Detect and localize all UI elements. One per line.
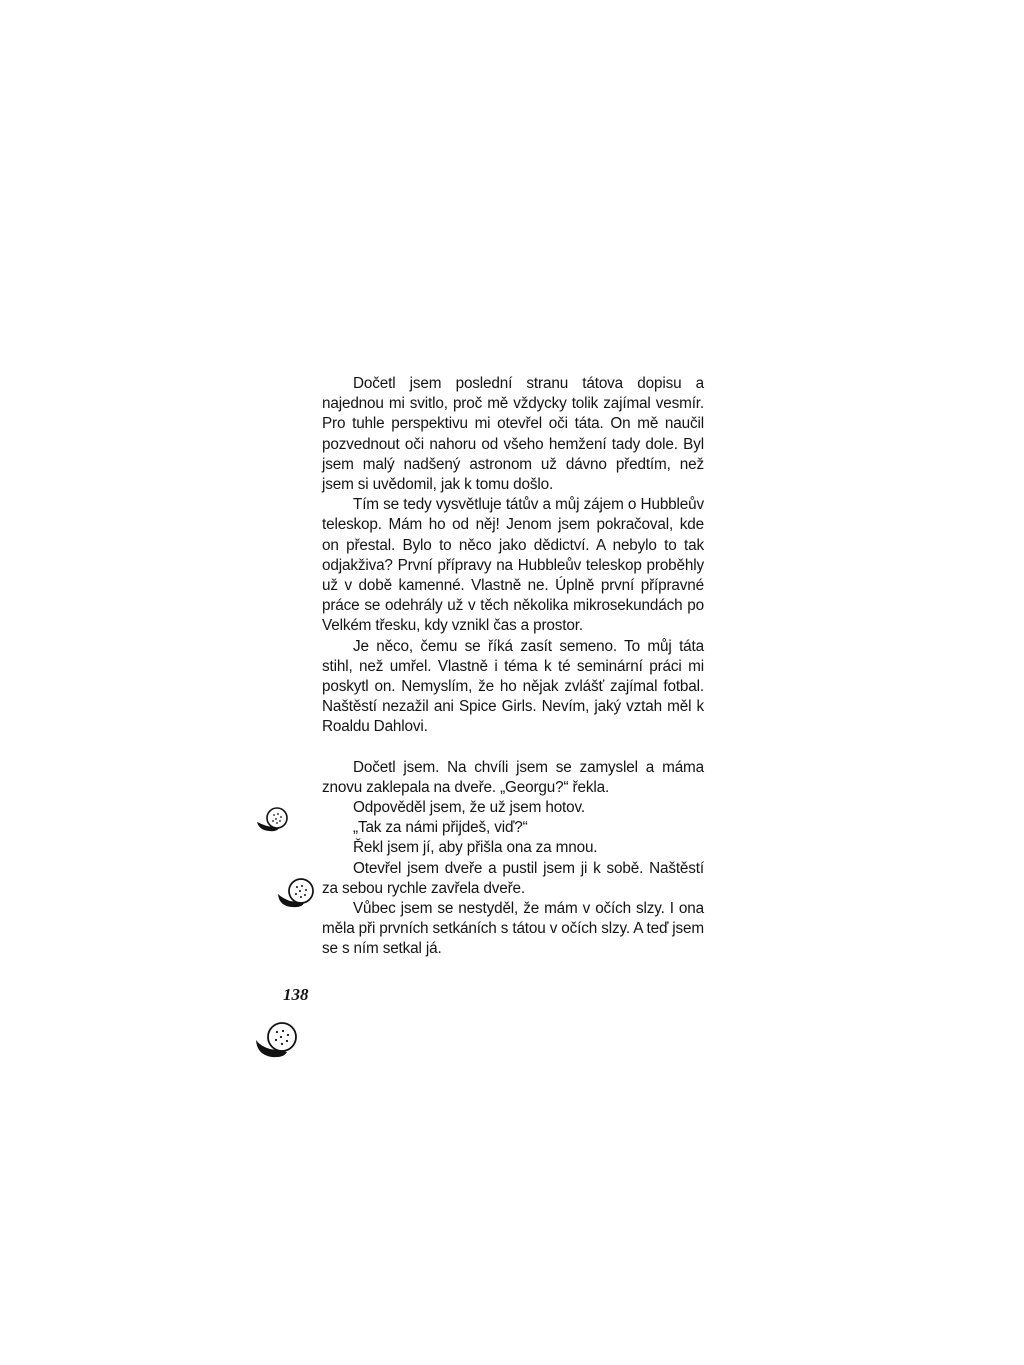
paragraph: Dočetl jsem. Na chvíli jsem se zamyslel a máma znovu zaklepala na dveře. „Georgu?“ řekla.: [322, 758, 704, 796]
football-icon: [276, 876, 316, 910]
paragraph: Tím se tedy vysvětluje tátův a můj zájem o Hubbleův teleskop. Mám ho od něj! Jenom jsem pokračoval, kde on přestal. Bylo to něco jako dědictví. A nebylo to tak odjakživa? První přípravy na Hubbleův teleskop proběhly už v době kamenné. Vlastně ne. Úplně první přípravné práce se odehrály už v těch několika mikrosekundách po Velkém třesku, kdy vznikl čas a prostor.: [322, 496, 704, 635]
football-icon: [255, 804, 289, 834]
main-text: [322, 374, 704, 960]
page-number: 138: [283, 985, 309, 1004]
paragraph: Vůbec jsem se nestyděl, že mám v očích slzy. I ona měla při prvních setkáních s tátou v očích slzy. A teď jsem se s ním setkal já.: [322, 900, 705, 958]
football-icon: [254, 1020, 298, 1060]
paragraph: Dočetl jsem poslední stranu tátova dopisu a najednou mi svitlo, proč mě vždycky tolik zajímal vesmír. Pro tuhle perspektivu mi otevřel oči táta. On mě naučil pozvednout oči nahoru od všeho hemžení tady dole. Byl jsem malý nadšený astronom už dávno předtím, než jsem si uvědomil, jak k tomu došlo.: [322, 375, 704, 494]
section-break: [322, 738, 704, 758]
paragraph: Otevřel jsem dveře a pustil jsem ji k sobě. Naštěstí za sebou rychle zavřela dveře.: [322, 859, 704, 897]
paragraph: „Tak za námi přijdeš, viď?“: [353, 819, 528, 837]
paragraph: Řekl jsem jí, aby přišla ona za mnou.: [353, 839, 598, 857]
paragraph: Je něco, čemu se říká zasít semeno. To můj táta stihl, než umřel. Vlastně i téma k té seminární práci mi poskytl on. Nemyslím, že ho nějak zvlášť zajímal fotbal. Naštěstí nezažil ani Spice Girls. Nevím, jaký vztah měl k Roaldu Dahlovi.: [322, 637, 704, 736]
paragraph: Odpověděl jsem, že už jsem hotov.: [353, 799, 585, 817]
